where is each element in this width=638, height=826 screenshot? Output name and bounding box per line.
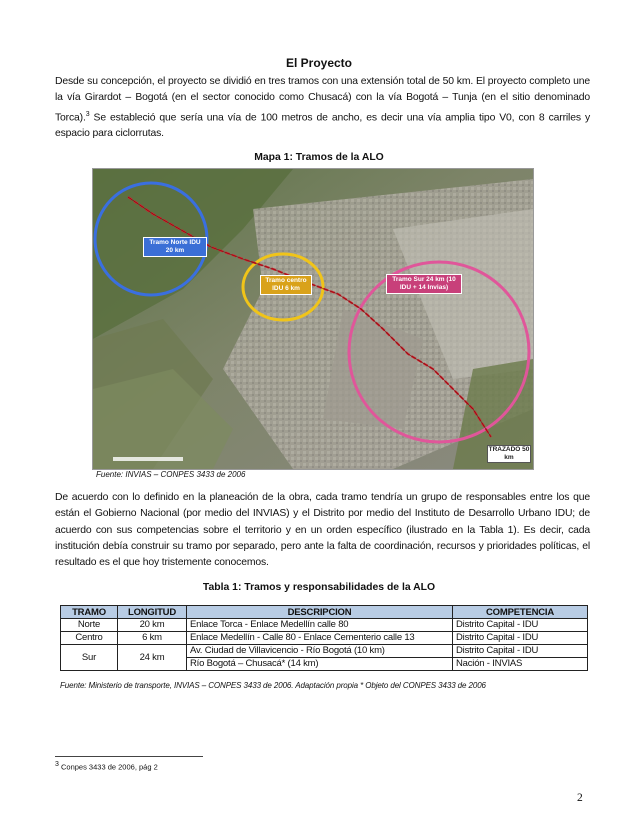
cell-longitud: 6 km: [118, 632, 187, 645]
footnote-number: 3: [55, 761, 59, 768]
table-row: [61, 619, 588, 632]
alo-map: [92, 168, 534, 470]
intro-paragraph: [55, 74, 590, 143]
cell-tramo: Sur: [61, 645, 118, 671]
body-paragraph: De acuerdo con lo definido en la planeación de la obra, cada tramo tendría un grupo de responsables entre los que están el Gobierno Nacional (por medio del INVIAS) y el Distrito por medio del Instituto de Desarrollo Urbano IDU; de acuerdo con sus competencias sobre el territorio y en un orden específico (ilustrado en la Tabla 1). Es decir, cada institución debía construir su tramo por separado, pero ante la falta de coordinación, recursos y prioridades políticas, el resultado es el que hoy tristemente conocemos.: [55, 492, 590, 569]
footnote-reference[interactable]: 3: [85, 110, 90, 118]
label-trazado: TRAZADO 50 km: [488, 446, 530, 461]
tramos-table: [60, 605, 588, 671]
table-row: [61, 632, 588, 645]
header-descripcion: DESCRIPCION: [187, 606, 453, 619]
header-tramo: TRAMO: [61, 606, 118, 619]
page-number: 2: [577, 792, 583, 804]
table-caption: Tabla 1: Tramos y responsabilidades de la ALO: [202, 582, 436, 593]
header-longitud: LONGITUD: [118, 606, 187, 619]
label-tramo-centro: Tramo centro IDU 6 km: [260, 275, 312, 295]
label-tramo-norte: Tramo Norte IDU 20 km: [143, 237, 207, 257]
table-source: Fuente: Ministerio de transporte, INVIAS – CONPES 3433 de 2006. Adaptación propia * Objeto del CONPES 3433 de 2006: [60, 681, 486, 690]
cell-descripcion: Enlace Medellín - Calle 80 - Enlace Cementerio calle 13: [187, 632, 453, 645]
footnote: [55, 761, 158, 772]
cell-tramo: Centro: [61, 632, 118, 645]
footnote-text: Conpes 3433 de 2006, pág 2: [61, 762, 158, 772]
header-competencia: COMPETENCIA: [453, 606, 588, 619]
intro-text: Desde su concepción, el proyecto se dividió en tres tramos con una extensión total de 50 km. El proyecto completo une la vía Girardot – Bogotá (en el sector conocido como Chusacá) con la vía Bogotá – Tunja (en el sitio denominado Torca).: [55, 76, 590, 124]
cell-competencia: Distrito Capital - IDU: [453, 632, 588, 645]
cell-tramo: Norte: [61, 619, 118, 632]
cell-competencia: Nación - INVIAS: [453, 658, 588, 671]
cell-descripcion: Río Bogotá – Chusacá* (14 km): [187, 658, 453, 671]
satellite-map-image: [93, 169, 533, 469]
cell-longitud: 24 km: [118, 645, 187, 671]
cell-competencia: Distrito Capital - IDU: [453, 619, 588, 632]
cell-descripcion: Av. Ciudad de Villavicencio - Río Bogotá (10 km): [187, 645, 453, 658]
map-source: Fuente: INVIAS – CONPES 3433 de 2006: [96, 470, 246, 479]
label-tramo-sur: Tramo Sur 24 km (10 IDU + 14 Invias): [386, 274, 462, 294]
cell-descripcion: Enlace Torca - Enlace Medellín calle 80: [187, 619, 453, 632]
footnote-divider: [55, 756, 203, 757]
cell-longitud: 20 km: [118, 619, 187, 632]
section-title: El Proyecto: [285, 56, 353, 70]
table-header-row: [61, 606, 588, 619]
table-row: [61, 645, 588, 658]
cell-competencia: Distrito Capital - IDU: [453, 645, 588, 658]
intro-text-end: Se estableció que sería una vía de 100 metros de ancho, es decir una vía amplia tipo V0, con 8 carriles y espacio para ciclorrutas.: [55, 112, 590, 140]
map-caption: Mapa 1: Tramos de la ALO: [254, 152, 384, 163]
